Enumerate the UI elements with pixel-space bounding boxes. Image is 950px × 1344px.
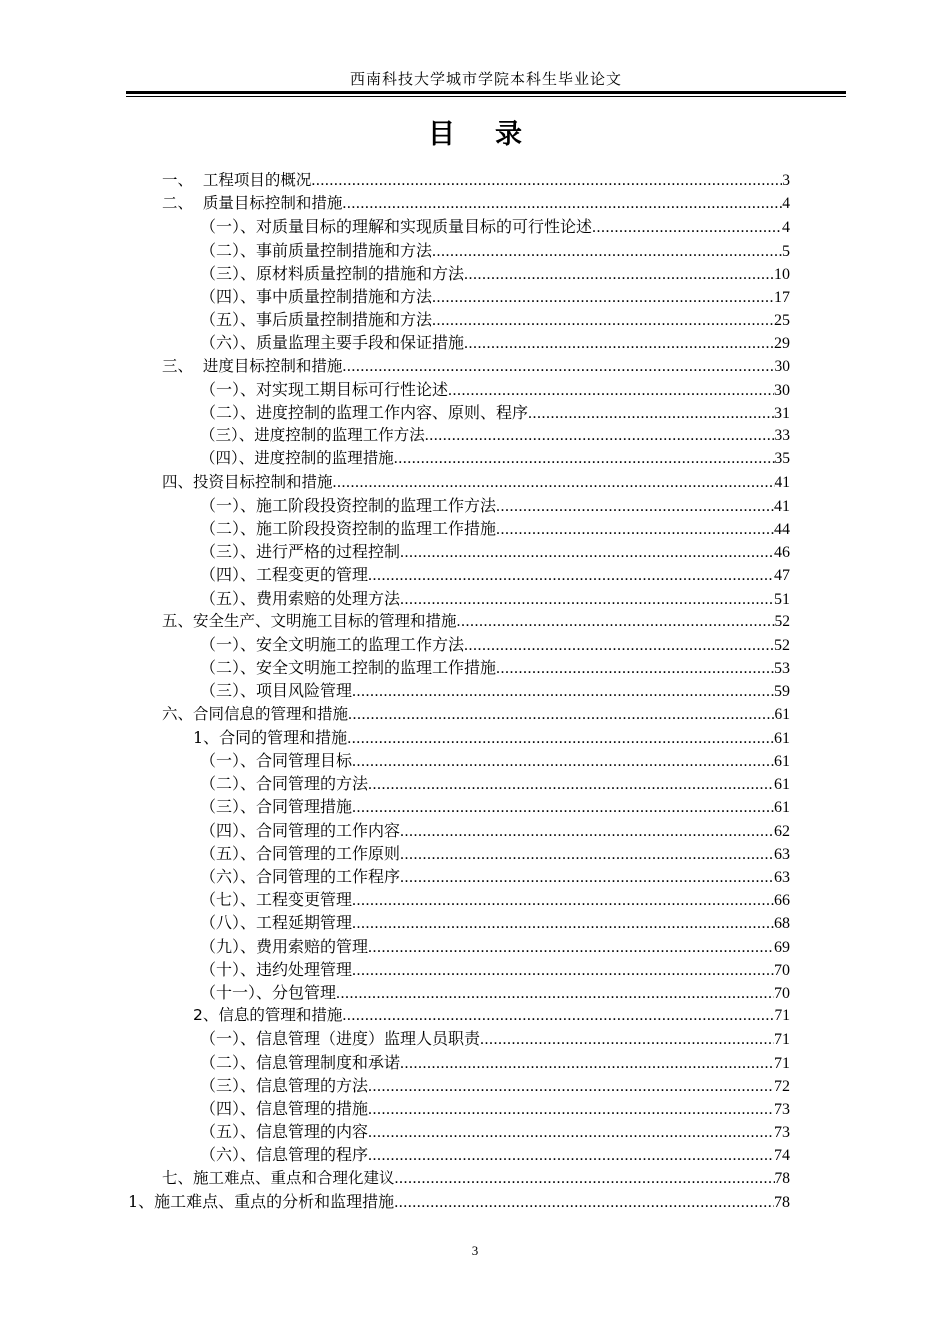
toc-entry[interactable] bbox=[193, 1004, 790, 1027]
toc-entry-page: 63 bbox=[774, 869, 790, 886]
toc-dot-leader bbox=[464, 263, 774, 286]
toc-dot-leader bbox=[342, 355, 774, 378]
toc-entry-label: （一）、对质量目标的理解和实现质量目标的可行性论述 bbox=[200, 217, 593, 237]
toc-dot-leader bbox=[592, 216, 782, 239]
toc-entry[interactable] bbox=[200, 679, 790, 702]
toc-entry-page: 4 bbox=[782, 219, 790, 237]
toc-entry[interactable] bbox=[200, 935, 790, 958]
header-rule-thin bbox=[126, 96, 846, 97]
toc-entry[interactable] bbox=[200, 911, 790, 934]
toc-dot-leader bbox=[432, 309, 774, 332]
toc-entry-page: 33 bbox=[774, 427, 790, 445]
toc-entry-label: 六、合同信息的管理和措施 bbox=[162, 704, 349, 723]
toc-entry[interactable] bbox=[200, 1074, 790, 1097]
toc-entry-label: （四）、合同管理的工作内容 bbox=[200, 820, 401, 840]
toc-entry[interactable] bbox=[200, 378, 790, 401]
toc-entry-page: 61 bbox=[774, 729, 790, 747]
title-char-1: 目 bbox=[428, 119, 455, 150]
toc-entry-label: （三）、信息管理的方法 bbox=[200, 1075, 369, 1095]
toc-entry-page: 62 bbox=[774, 822, 790, 840]
toc-dot-leader bbox=[496, 518, 774, 541]
header-rule-thick bbox=[126, 91, 846, 94]
toc-entry-page: 70 bbox=[774, 985, 790, 1002]
toc-dot-leader bbox=[368, 1144, 774, 1167]
toc-dot-leader bbox=[394, 1191, 774, 1214]
toc-entry-page: 3 bbox=[782, 172, 790, 189]
toc-entry-page: 73 bbox=[774, 1101, 790, 1118]
toc-dot-leader bbox=[528, 402, 774, 425]
toc-entry-page: 63 bbox=[774, 845, 790, 863]
toc-entry[interactable] bbox=[162, 192, 790, 215]
toc-entry-page: 59 bbox=[774, 683, 790, 701]
toc-entry-label: （五）、合同管理的工作原则 bbox=[200, 843, 401, 863]
toc-entry-label: （五）、事后质量控制措施和方法 bbox=[200, 310, 433, 330]
toc-entry[interactable] bbox=[162, 355, 790, 378]
toc-dot-leader bbox=[352, 750, 774, 773]
toc-entry[interactable] bbox=[200, 772, 790, 795]
toc-entry[interactable] bbox=[200, 1143, 790, 1166]
toc-entry-label: （十一）、分包管理 bbox=[200, 983, 337, 1002]
toc-entry-label: 一、 工程项目的概况 bbox=[162, 171, 312, 189]
toc-entry-label: （三）、进行严格的过程控制 bbox=[200, 542, 401, 562]
toc-entry-page: 31 bbox=[774, 405, 790, 422]
toc-entry-label: （二）、安全文明施工控制的监理工作措施 bbox=[200, 658, 497, 678]
toc-entry[interactable] bbox=[200, 285, 790, 308]
toc-dot-leader bbox=[352, 959, 774, 982]
toc-entry[interactable] bbox=[200, 819, 790, 842]
toc-entry-page: 74 bbox=[774, 1147, 790, 1165]
toc-dot-leader bbox=[425, 424, 775, 447]
toc-entry-page: 68 bbox=[774, 915, 790, 933]
running-header: 西南科技大学城市学院本科生毕业论文 bbox=[349, 70, 622, 88]
toc-entry[interactable] bbox=[200, 262, 790, 285]
toc-entry-page: 61 bbox=[774, 799, 790, 817]
toc-entry-page: 30 bbox=[774, 381, 790, 399]
toc-dot-leader bbox=[352, 889, 774, 912]
toc-entry-label: （五）、信息管理的内容 bbox=[200, 1122, 369, 1142]
page-number: 3 bbox=[471, 1243, 479, 1258]
toc-dot-leader bbox=[311, 169, 782, 192]
toc-dot-leader bbox=[368, 1121, 774, 1144]
toc-entry[interactable] bbox=[200, 981, 790, 1004]
toc-dot-leader bbox=[368, 1098, 774, 1121]
toc-entry-page: 10 bbox=[774, 265, 790, 283]
toc-dot-leader bbox=[336, 982, 774, 1005]
toc-dot-leader bbox=[400, 820, 774, 843]
toc-entry-label: （六）、合同管理的工作程序 bbox=[200, 867, 401, 886]
toc-entry-page: 46 bbox=[774, 544, 790, 562]
toc-entry-page: 71 bbox=[774, 1007, 790, 1025]
toc-entry-label: 七、施工难点、重点和合理化建议 bbox=[162, 1168, 395, 1187]
toc-entry-label: （一）、合同管理目标 bbox=[200, 751, 353, 770]
toc-dot-leader bbox=[400, 1052, 774, 1075]
toc-entry[interactable] bbox=[200, 308, 790, 331]
toc-entry[interactable] bbox=[162, 169, 790, 192]
toc-entry-label: （一）、信息管理（进度）监理人员职责 bbox=[200, 1029, 481, 1049]
toc-entry-page: 41 bbox=[774, 473, 790, 491]
page-title bbox=[0, 112, 950, 151]
toc-entry-page: 71 bbox=[774, 1054, 790, 1072]
toc-entry[interactable] bbox=[200, 865, 790, 888]
toc-entry[interactable] bbox=[200, 842, 790, 865]
toc-entry-label: 五、安全生产、文明施工目标的管理和措施 bbox=[162, 611, 457, 630]
toc-entry[interactable] bbox=[200, 239, 790, 262]
toc-entry[interactable] bbox=[193, 726, 790, 749]
toc-dot-leader bbox=[352, 680, 774, 703]
toc-entry[interactable] bbox=[162, 703, 790, 726]
toc-dot-leader bbox=[352, 912, 774, 935]
toc-dot-leader bbox=[400, 843, 774, 866]
toc-dot-leader bbox=[457, 610, 775, 633]
toc-entry-label: 1、合同的管理和措施 bbox=[193, 727, 348, 747]
toc-dot-leader bbox=[448, 379, 774, 402]
toc-entry-page: 5 bbox=[782, 242, 790, 260]
toc-dot-leader bbox=[342, 1004, 774, 1027]
toc-entry-page: 53 bbox=[774, 660, 790, 678]
toc-dot-leader bbox=[347, 727, 774, 750]
toc-entry-page: 69 bbox=[774, 938, 790, 956]
toc-entry[interactable] bbox=[200, 795, 790, 818]
toc-entry-page: 51 bbox=[774, 590, 790, 608]
toc-entry-label: （三）、原材料质量控制的措施和方法 bbox=[200, 263, 465, 283]
toc-entry-label: （二）、合同管理的方法 bbox=[200, 774, 369, 794]
toc-dot-leader bbox=[480, 1028, 774, 1051]
toc-entry[interactable] bbox=[200, 215, 790, 238]
toc-entry-label: （四）、工程变更的管理 bbox=[200, 565, 369, 585]
toc-entry[interactable] bbox=[200, 656, 790, 679]
toc-entry-page: 70 bbox=[774, 961, 790, 979]
toc-entry-page: 73 bbox=[774, 1124, 790, 1142]
toc-dot-leader bbox=[368, 773, 774, 796]
toc-entry-page: 52 bbox=[774, 612, 790, 630]
toc-entry[interactable] bbox=[200, 958, 790, 981]
toc-entry[interactable] bbox=[200, 1097, 790, 1120]
toc-entry[interactable] bbox=[200, 587, 790, 610]
toc-entry-page: 25 bbox=[774, 312, 790, 330]
toc-entry[interactable] bbox=[200, 331, 790, 354]
toc-entry-page: 78 bbox=[774, 1193, 790, 1211]
toc-entry-label: （四）、信息管理的措施 bbox=[200, 1099, 369, 1118]
toc-entry[interactable] bbox=[162, 471, 790, 494]
toc-dot-leader bbox=[333, 471, 775, 494]
title-char-2: 录 bbox=[495, 119, 522, 150]
toc-entry-page: 61 bbox=[774, 705, 790, 723]
toc-entry-label: 三、 进度目标控制和措施 bbox=[162, 356, 343, 375]
toc-entry-page: 71 bbox=[774, 1031, 790, 1049]
toc-entry-label: （一）、施工阶段投资控制的监理工作方法 bbox=[200, 495, 497, 515]
toc-entry[interactable] bbox=[200, 749, 790, 772]
toc-entry-page: 44 bbox=[774, 521, 790, 538]
toc-dot-leader bbox=[400, 541, 774, 564]
toc-dot-leader bbox=[496, 495, 774, 518]
toc-entry[interactable] bbox=[200, 1120, 790, 1143]
toc-entry[interactable] bbox=[200, 633, 790, 656]
toc-entry-label: （三）、合同管理措施 bbox=[200, 797, 353, 817]
toc-dot-leader bbox=[368, 1075, 774, 1098]
toc-entry-page: 41 bbox=[774, 497, 790, 515]
toc-dot-leader bbox=[395, 1167, 775, 1190]
toc-entry-label: （七）、工程变更管理 bbox=[200, 890, 353, 910]
toc-entry-label: 1、施工难点、重点的分析和监理措施 bbox=[128, 1191, 395, 1211]
toc-entry[interactable] bbox=[200, 447, 790, 470]
toc-entry-label: 2、信息的管理和措施 bbox=[193, 1006, 343, 1025]
toc-dot-leader bbox=[464, 332, 774, 355]
toc-entry-label: （五）、费用索赔的处理方法 bbox=[200, 588, 401, 608]
toc-entry-label: （二）、施工阶段投资控制的监理工作措施 bbox=[200, 519, 497, 538]
toc-entry-label: 四、投资目标控制和措施 bbox=[162, 472, 333, 491]
toc-dot-leader bbox=[394, 447, 775, 470]
toc-dot-leader bbox=[464, 634, 774, 657]
toc-entry-page: 4 bbox=[782, 195, 790, 213]
toc-dot-leader bbox=[400, 588, 774, 611]
toc-entry-label: （八）、工程延期管理 bbox=[200, 913, 353, 933]
toc-entry[interactable] bbox=[200, 424, 790, 447]
toc-entry-page: 52 bbox=[774, 637, 790, 654]
toc-dot-leader bbox=[432, 240, 782, 263]
toc-entry[interactable] bbox=[200, 517, 790, 540]
toc-entry-label: （二）、进度控制的监理工作内容、原则、程序 bbox=[200, 403, 529, 422]
toc-entry-page: 61 bbox=[774, 776, 790, 794]
toc-entry-label: （六）、信息管理的程序 bbox=[200, 1145, 369, 1165]
toc-entry-label: （四）、事中质量控制措施和方法 bbox=[200, 287, 433, 306]
toc-entry[interactable] bbox=[162, 610, 790, 633]
toc-dot-leader bbox=[432, 286, 774, 309]
toc-entry-label: （二）、信息管理制度和承诺 bbox=[200, 1052, 401, 1072]
toc-dot-leader bbox=[368, 936, 774, 959]
toc-entry-page: 35 bbox=[774, 450, 790, 468]
toc-entry-label: （一）、安全文明施工的监理工作方法 bbox=[200, 635, 465, 654]
toc-entry-page: 61 bbox=[774, 753, 790, 770]
toc-entry[interactable] bbox=[200, 563, 790, 586]
toc-entry-label: 二、 质量目标控制和措施 bbox=[162, 194, 343, 213]
toc-entry-page: 29 bbox=[774, 335, 790, 353]
toc-entry[interactable] bbox=[200, 401, 790, 424]
toc-entry-page: 30 bbox=[774, 357, 790, 375]
toc-entry-page: 66 bbox=[774, 892, 790, 910]
toc-entry[interactable] bbox=[200, 540, 790, 563]
toc-entry-label: （六）、质量监理主要手段和保证措施 bbox=[200, 333, 465, 353]
toc-entry[interactable] bbox=[128, 1190, 790, 1213]
toc-dot-leader bbox=[368, 564, 774, 587]
toc-entry[interactable] bbox=[162, 1167, 790, 1190]
toc-entry-page: 72 bbox=[774, 1077, 790, 1095]
toc-entry[interactable] bbox=[200, 494, 790, 517]
toc-entry-label: （一）、对实现工期目标可行性论述 bbox=[200, 379, 449, 399]
toc-entry[interactable] bbox=[200, 1027, 790, 1050]
toc-entry-page: 47 bbox=[774, 567, 790, 585]
toc-entry[interactable] bbox=[200, 1051, 790, 1074]
toc-dot-leader bbox=[348, 703, 774, 726]
toc-dot-leader bbox=[496, 657, 774, 680]
toc-entry-label: （四）、进度控制的监理措施 bbox=[200, 449, 394, 468]
toc-entry-page: 78 bbox=[774, 1169, 790, 1187]
toc-entry-label: （九）、费用索赔的管理 bbox=[200, 936, 369, 956]
toc-entry-label: （三）、项目风险管理 bbox=[200, 681, 353, 701]
toc-entry[interactable] bbox=[200, 888, 790, 911]
toc-dot-leader bbox=[342, 192, 782, 215]
toc-entry-label: （十）、违约处理管理 bbox=[200, 959, 353, 979]
toc-dot-leader bbox=[352, 796, 774, 819]
toc-dot-leader bbox=[400, 866, 774, 889]
toc-entry-label: （二）、事前质量控制措施和方法 bbox=[200, 240, 433, 260]
toc-entry-page: 17 bbox=[774, 289, 790, 306]
toc-entry-label: （三）、进度控制的监理工作方法 bbox=[200, 426, 425, 445]
